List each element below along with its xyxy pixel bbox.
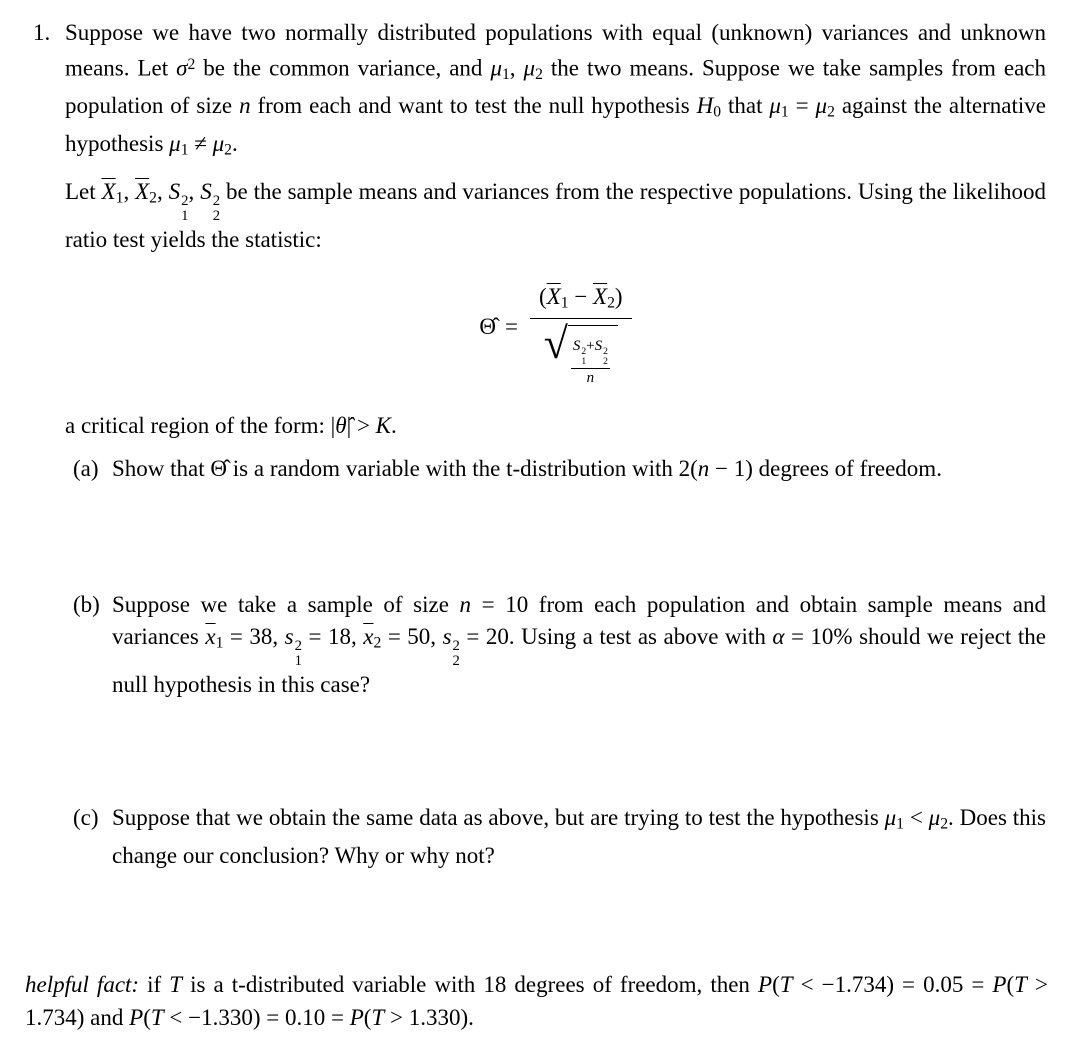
text-run: μ [490, 55, 502, 81]
text-run: n [697, 455, 710, 481]
text-run: S 2 2 [594, 338, 608, 368]
text-run: S 2 2 [200, 179, 221, 225]
statistic-formula [65, 282, 1046, 389]
text-run: = [788, 93, 816, 119]
text-run: ( [539, 284, 547, 310]
text-run: Show that [112, 455, 211, 481]
text-run: 1 [896, 815, 904, 833]
subsup-stack [213, 194, 220, 224]
text-run: ≠ [188, 131, 213, 157]
text-run: $\overline{X}$ [593, 284, 608, 310]
superscript: 2 [212, 193, 221, 210]
text-run: ( [1006, 972, 1015, 997]
part-b-label: (b) [73, 592, 100, 618]
superscript: 2 [452, 638, 460, 655]
radicand [568, 325, 618, 389]
text-run: $\overline{x}$ [205, 624, 216, 650]
text-run: , [156, 179, 169, 205]
problem-body [65, 17, 1046, 871]
text-run: K [375, 413, 392, 439]
text-run: helpful fact: [25, 972, 140, 997]
part-a-text [112, 453, 1046, 485]
text-run: . [231, 131, 238, 157]
text-run: 2 [535, 65, 543, 83]
text-run: T [371, 1005, 385, 1030]
text-run: , [123, 179, 136, 205]
text-run: Suppose that we obtain the same data as above, but are trying to test the hypothesis [112, 804, 885, 830]
text-run: . [391, 413, 397, 439]
text-run: against the alternative hypothesis [65, 93, 1046, 157]
text-run: μ [212, 131, 225, 157]
text-run: Suppose we have two normally distributed populations with equal (unknown) variances and unknown means. Let [65, 20, 1046, 81]
radical-sign-icon: √ [543, 319, 568, 369]
text-run: T [779, 972, 793, 997]
text-run: n [459, 592, 472, 618]
text-run: 1 [180, 141, 189, 159]
text-run: < −1.734) = 0.05 = [792, 972, 993, 997]
fraction-numerator [530, 282, 632, 319]
text-run: μ [523, 55, 536, 81]
text-run: − [568, 284, 594, 310]
text-run: is a t-distributed variable with 18 degrees of freedom, then [182, 972, 758, 997]
subscript: 2 [603, 356, 608, 368]
problem-number: 1. [33, 20, 51, 45]
text-run: = 10 from each population and obtain sample means and variances [112, 592, 1046, 650]
part-c-text [112, 802, 1046, 872]
text-run: P [992, 972, 1007, 997]
text-run: T [1014, 972, 1027, 997]
text-run: = 10% should we reject the null hypothesis in this case? [112, 624, 1046, 698]
text-run: | > [346, 413, 376, 439]
subscript: 2 [212, 208, 221, 225]
text-run: 2 [149, 189, 157, 207]
text-run: μ [884, 804, 897, 830]
text-run: Θ̂ [479, 313, 497, 339]
text-run: α [772, 624, 785, 650]
text-run: ) [614, 284, 623, 310]
text-run: = 18, [301, 624, 364, 650]
superscript: 2 [294, 638, 302, 655]
subscript: 2 [452, 653, 460, 670]
part-b-text [112, 589, 1046, 700]
text-run: from each and want to test the null hypothesis [250, 93, 697, 119]
helpful-fact-footnote [25, 968, 1048, 1034]
text-run: P [129, 1005, 144, 1030]
part-a-label: (a) [73, 455, 99, 481]
text-run: ( [772, 972, 780, 997]
text-run: 1 [780, 103, 789, 121]
text-run: Θ̂ [210, 455, 228, 481]
text-run: Let [65, 179, 102, 205]
subscript: 1 [181, 208, 189, 225]
text-run: $\overline{X}$ [546, 284, 561, 310]
text-run: 2 [373, 634, 382, 652]
superscript: 2 [603, 346, 608, 358]
text-run: σ [176, 55, 188, 81]
formula-fraction [530, 282, 632, 389]
text-run: μ [815, 93, 828, 119]
text-run: n [586, 370, 595, 387]
text-run: , [509, 55, 524, 81]
text-run: s 2 1 [284, 624, 302, 670]
formula-lhs-theta-hat [479, 314, 496, 340]
text-run: if [139, 972, 170, 997]
text-run: − 1) degrees of freedom. [709, 455, 942, 481]
text-run: ( [143, 1005, 151, 1030]
text-run: T [150, 1005, 164, 1030]
text-run: T [169, 972, 183, 997]
text-run: < [903, 804, 929, 830]
text-run: $\overline{x}$ [363, 624, 374, 650]
text-run: is a random variable with the t-distribution with 2( [227, 455, 698, 481]
part-c [73, 802, 1046, 872]
part-a [73, 453, 1046, 485]
subsup-stack [295, 639, 302, 669]
text-run: ( [363, 1005, 372, 1030]
text-run: S 2 1 [572, 338, 587, 368]
text-run: 1 [560, 294, 569, 312]
text-run: 1 [501, 65, 510, 83]
text-run: be the common variance, and [195, 55, 491, 81]
text-run: 2 [827, 103, 835, 121]
text-run: 2 [940, 815, 949, 833]
text-run: P [349, 1005, 364, 1030]
text-run: 2 [224, 141, 232, 159]
text-run: μ [169, 131, 181, 157]
text-run: 2 [607, 294, 615, 312]
inner-fraction [571, 338, 610, 387]
text-run: be the sample means and variances from the respective populations. Using the likelihood ratio test yields the statistic: [65, 179, 1047, 253]
text-run: $\overline{X}$ [101, 179, 116, 205]
critical-region-note [65, 410, 1046, 442]
text-run: + [586, 338, 595, 355]
superscript: 2 [181, 193, 189, 210]
text-run: . Does this change our conclusion? Why or why not? [112, 804, 1046, 868]
superscript: 2 [581, 346, 587, 358]
part-c-label: (c) [73, 804, 99, 830]
subscript: 1 [294, 653, 302, 670]
text-run: = 50, [381, 624, 443, 650]
text-run: n [239, 93, 251, 119]
text-run: μ [769, 93, 781, 119]
square-root [544, 320, 618, 389]
text-run: > 1.734) and [25, 972, 1048, 1030]
text-run: $\overline{X}$ [135, 179, 150, 205]
text-run: s 2 2 [442, 624, 460, 670]
text-run: H [696, 93, 714, 119]
text-run: = 20. Using a test as above with [459, 624, 773, 650]
part-b [73, 589, 1046, 700]
formula-equals-sign: = [505, 313, 519, 339]
text-run: that [721, 93, 770, 119]
text-run: Suppose we take a sample of size [112, 592, 460, 618]
problem-intro [65, 17, 1046, 166]
text-run: 0 [713, 103, 722, 121]
text-run: θ̂ [335, 413, 347, 439]
text-run: P [758, 972, 773, 997]
subscript: 1 [581, 356, 587, 368]
fraction-denominator [530, 319, 632, 389]
inner-fraction-denominator [571, 369, 610, 387]
text-run: , [188, 179, 201, 205]
text-run: 1 [115, 189, 124, 207]
text-run: 2 [187, 55, 196, 73]
subsup-stack [453, 639, 460, 669]
subsup-stack [603, 347, 608, 367]
text-run: a critical region of the form: | [65, 413, 336, 439]
text-run: μ [928, 804, 941, 830]
text-run: S 2 1 [168, 179, 189, 225]
problem-setup [65, 176, 1046, 256]
text-run: = 38, [223, 624, 285, 650]
text-run: > 1.330). [384, 1005, 474, 1030]
text-run: 1 [215, 634, 224, 652]
inner-fraction-numerator [571, 338, 610, 369]
subsup-stack [181, 194, 188, 224]
text-run: the two means. Suppose we take samples from each population of size [65, 55, 1046, 119]
text-run: < −1.330) = 0.10 = [163, 1005, 350, 1030]
